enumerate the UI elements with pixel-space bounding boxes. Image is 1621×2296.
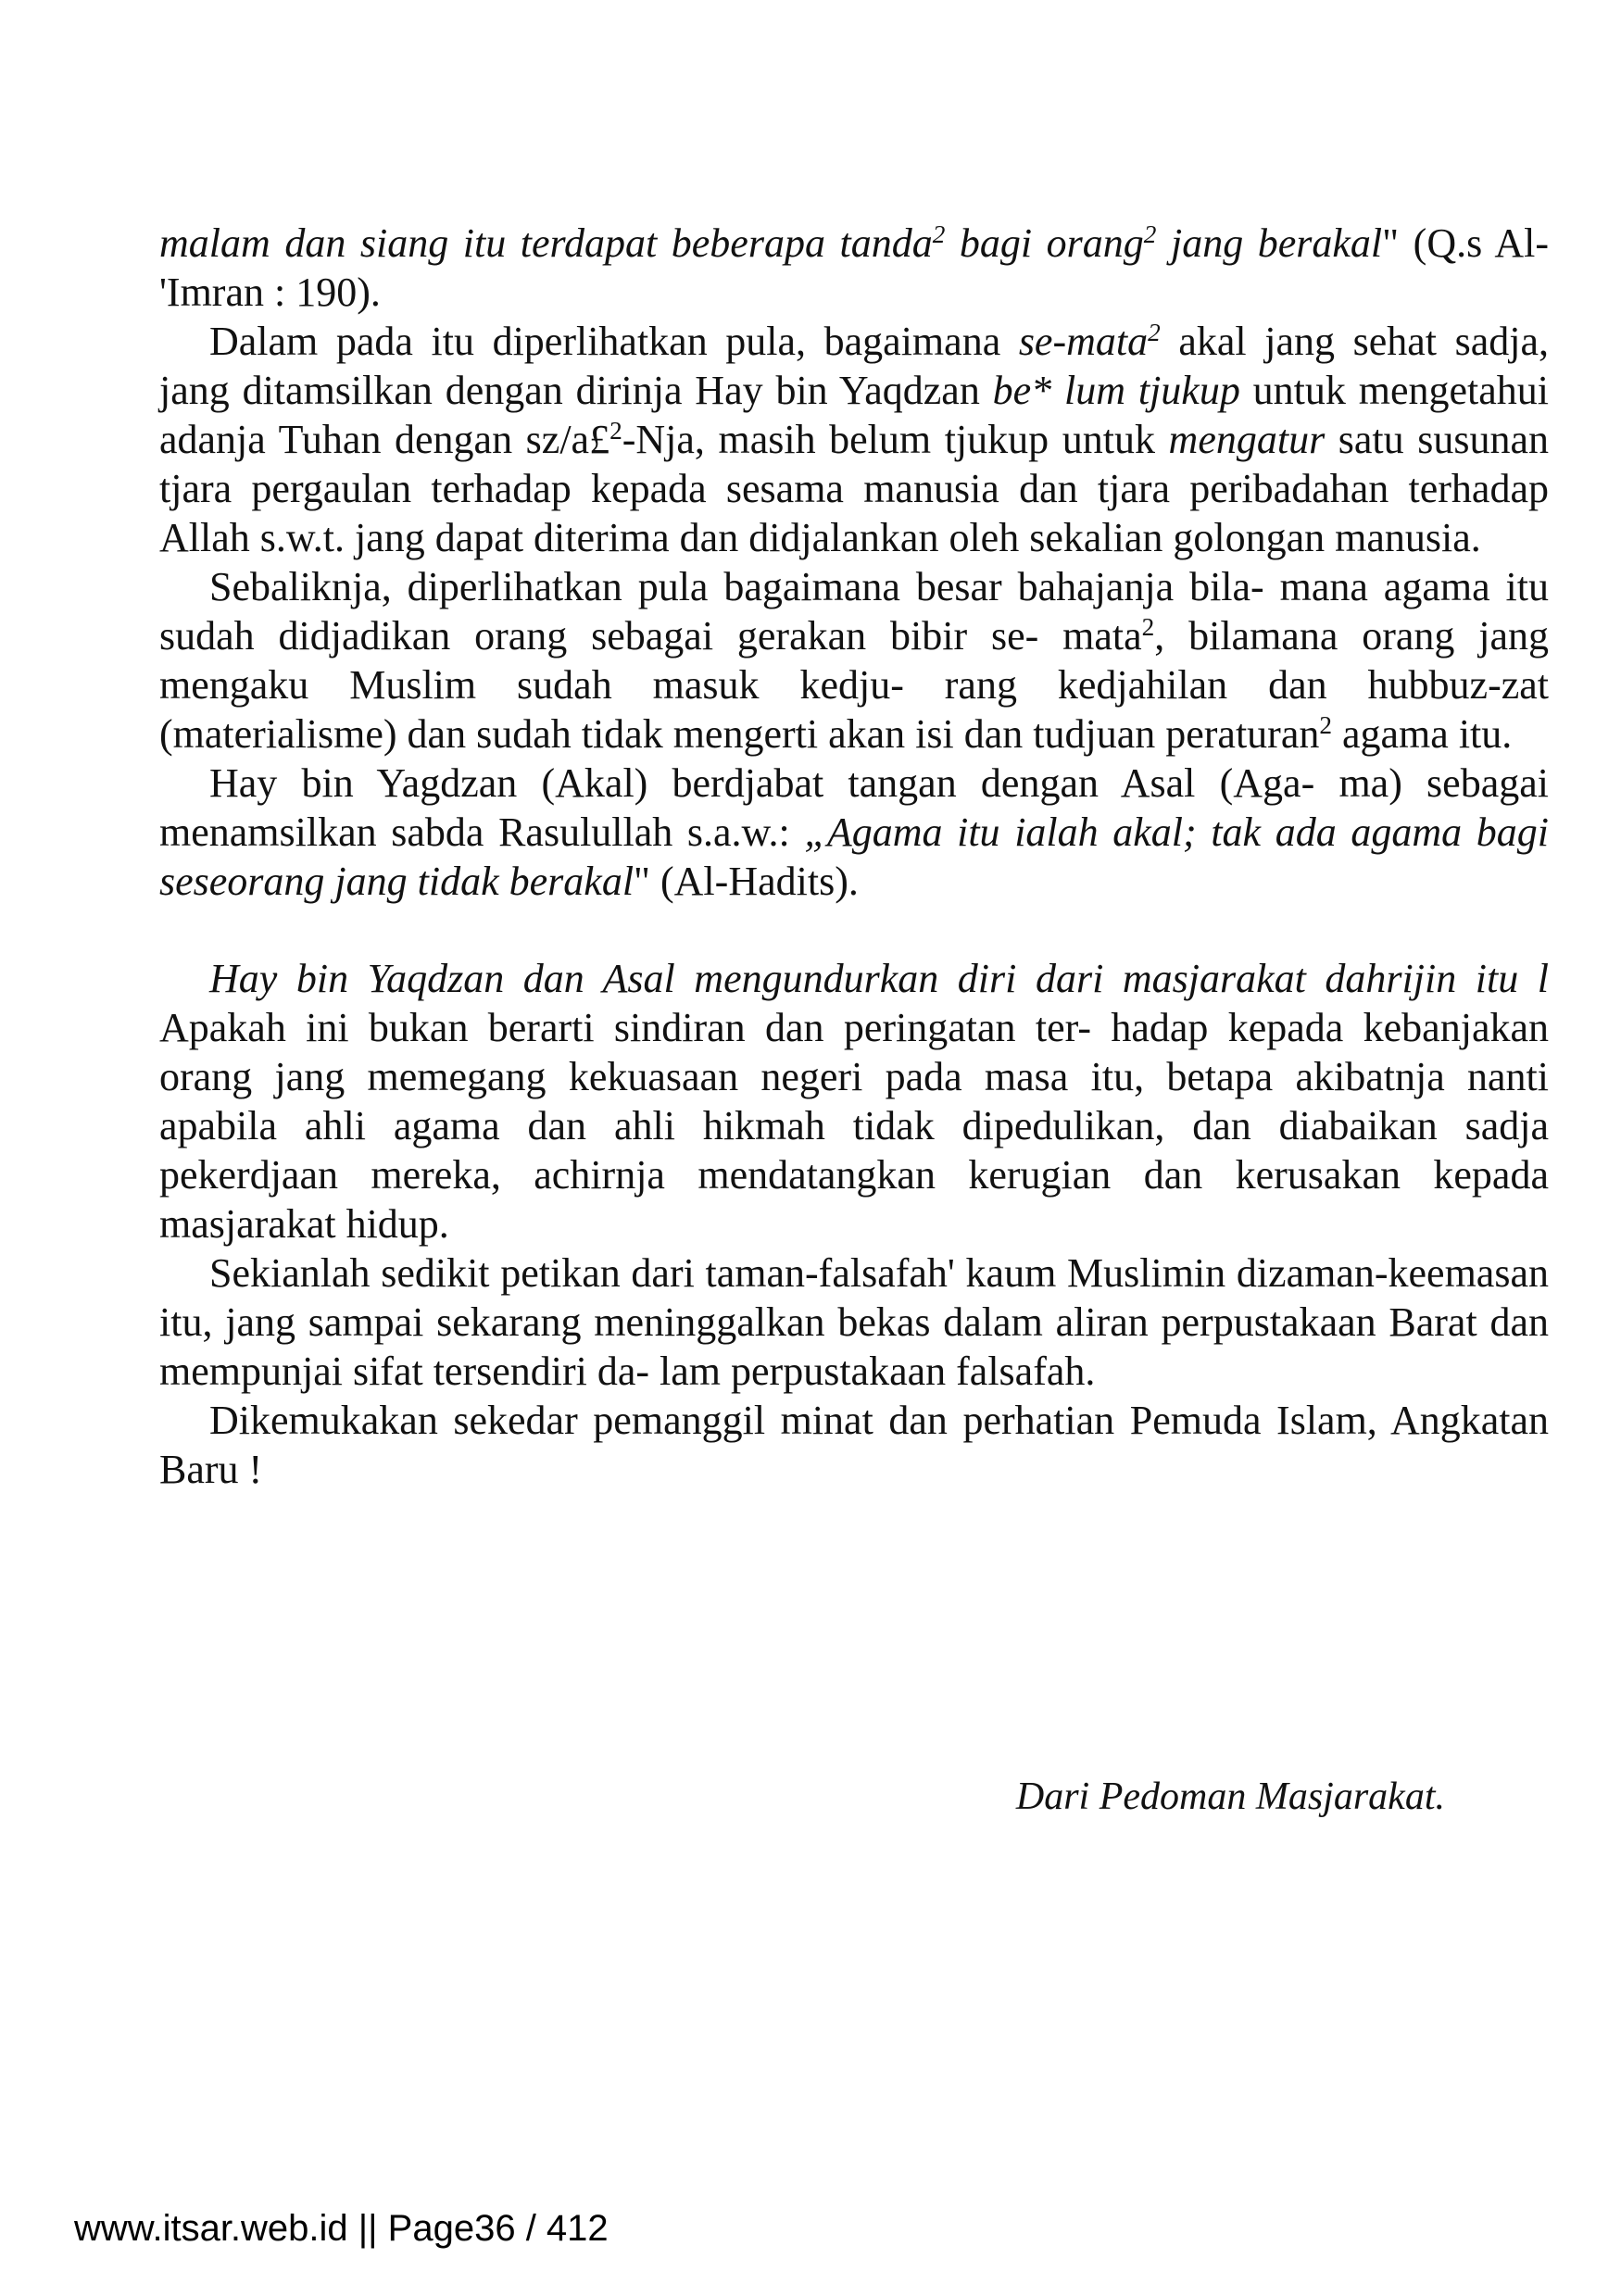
italic-text: be* lum tjukup	[992, 368, 1240, 413]
superscript-mark: 2	[1143, 220, 1157, 248]
body-paragraph	[159, 954, 1549, 1248]
text-run: satu susunan tjara pergaulan terhadap kepada sesama manusia dan tjara peribadahan terhadap Allah s.w.t. jang dapat diterima dan didjalankan oleh sekalian golongan manusia.	[159, 417, 1550, 560]
italic-text: Hay bin Yaqdzan dan Asal mengundurkan diri dari masjarakat dahrijin itu l	[209, 956, 1549, 1001]
body-paragraph	[159, 562, 1549, 759]
text-run: Sekianlah sedikit petikan dari taman-falsafah' kaum Muslimin dizaman-keemasan itu, jang sampai sekarang meninggalkan bekas dalam aliran perpustakaan Barat dan mempunjai sifat tersendiri da- lam perpustakaan falsafah.	[159, 1250, 1549, 1394]
text-run: Dikemukakan sekedar pemanggil minat dan perhatian Pemuda Islam, Angkatan Baru !	[159, 1398, 1549, 1492]
superscript-mark: 2	[1141, 613, 1155, 641]
body-paragraph	[159, 759, 1549, 906]
text-run: Dalam pada itu diperlihatkan pula, bagaimana	[209, 319, 1019, 364]
text-run: Apakah ini bukan berarti sindiran dan peringatan ter- hadap kepada kebanjakan orang jang memegang kekuasaan negeri pada masa itu, betapa akibatnja nanti apabila ahli agama dan ahli hikmah tidak dipedulikan, dan diabaikan sadja pekerdjaan mereka, achirnja mendatangkan kerugian dan kerusakan kepada masjarakat hidup.	[159, 1005, 1549, 1247]
body-paragraph	[159, 1396, 1549, 1494]
text-run: -Nja, masih belum tjukup untuk	[622, 417, 1169, 462]
italic-text: se-mata	[1018, 319, 1149, 364]
text-run: , bilamana orang jang mengaku Muslim sudah masuk kedju- rang kedjahilan dan hubbuz-zat (materialisme) dan sudah tidak mengerti akan isi dan tudjuan peraturan	[159, 613, 1549, 757]
superscript-mark: 2	[609, 417, 622, 445]
italic-text: bagi orang	[945, 220, 1144, 266]
document-body	[159, 219, 1549, 1494]
text-run: Sebaliknja, diperlihatkan pula bagaimana besar bahajanja bila- mana agama itu sudah didjadikan orang sebagai gerakan bibir se- mata	[159, 564, 1549, 659]
superscript-mark: 2	[1319, 711, 1332, 739]
signature-line: Dari Pedoman Masjarakat.	[1015, 1775, 1445, 1818]
italic-text: jang berakal	[1156, 220, 1383, 266]
superscript-mark: 2	[1148, 319, 1161, 346]
text-run: " (Al-Hadits).	[634, 859, 859, 904]
body-paragraph	[159, 1248, 1549, 1396]
body-paragraph	[159, 219, 1549, 317]
text-run: " (Q.s Al-'Imran : 190).	[159, 220, 1549, 315]
text-run: untuk mengetahui adanja Tuhan dengan sz/a£	[159, 368, 1549, 462]
page-footer: www.itsar.web.id || Page36 / 412	[74, 2208, 609, 2249]
italic-text: „Agama itu ialah akal; tak ada agama bagi seseorang jang tidak berakal	[159, 809, 1549, 904]
body-paragraph	[159, 317, 1549, 562]
text-run: agama itu.	[1332, 711, 1513, 757]
paragraph-gap	[159, 906, 1549, 954]
superscript-mark: 2	[932, 220, 946, 248]
text-run: Hay bin Yagdzan (Akal) berdjabat tangan dengan Asal (Aga- ma) sebagai menamsilkan sabda Rasulullah s.a.w.:	[159, 760, 1549, 855]
italic-text: mengatur	[1168, 417, 1326, 462]
text-run: akal jang sehat sadja, jang ditamsilkan dengan dirinja Hay bin Yaqdzan	[159, 319, 1549, 413]
italic-text: malam dan siang itu terdapat beberapa tanda	[159, 220, 933, 266]
